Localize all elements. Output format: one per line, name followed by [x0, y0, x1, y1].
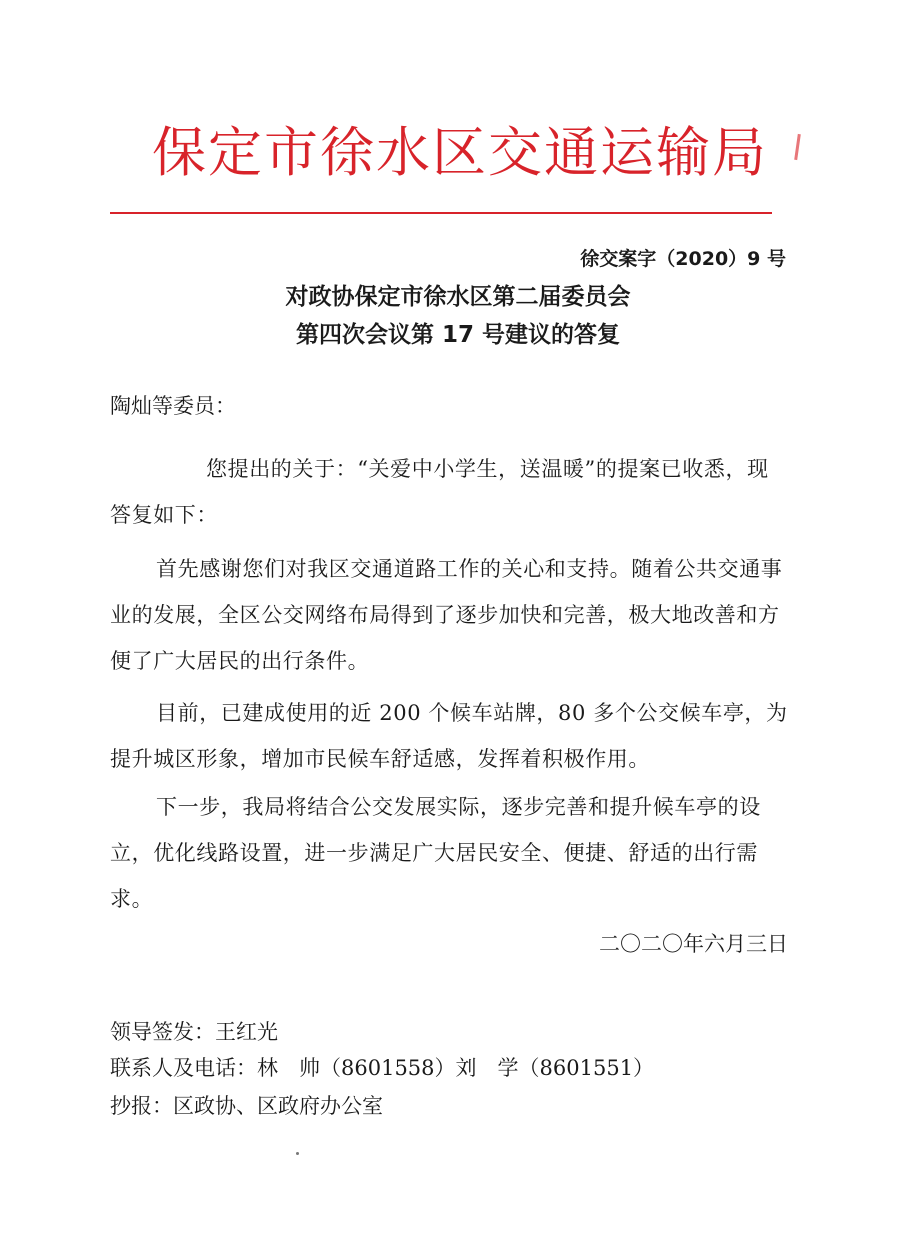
contact-line: 联系人及电话：林 帅（8601558）刘 学（8601551）: [110, 1056, 655, 1080]
body-paragraph-1: 您提出的关于：“关爱中小学生，送温暖”的提案已收悉，现答复如下：: [110, 457, 769, 527]
document-title-line-1: 对政协保定市徐水区第二届委员会: [285, 284, 631, 310]
body-paragraph-4: 下一步，我局将结合公交发展实际，逐步完善和提升候车亭的设立，优化线路设置，进一步满足广大居民安全、便捷、舒适的出行需求。: [110, 795, 761, 911]
letterhead-title: 保定市徐水区交通运输局: [152, 121, 768, 184]
body-paragraph-2: 首先感谢您们对我区交通道路工作的关心和支持。随着公共交通事业的发展，全区公交网络布局得到了逐步加快和完善，极大地改善和方便了广大居民的出行条件。: [110, 557, 783, 673]
document-title-line-2: 第四次会议第 17 号建议的答复: [295, 322, 621, 348]
letterhead-divider: [110, 212, 772, 214]
body-paragraph-3: 目前，已建成使用的近 200 个候车站牌，80 多个公交候车亭，为提升城区形象，增加市民候车舒适感，发挥着积极作用。: [110, 701, 788, 771]
signer-line: 领导签发：王红光: [110, 1020, 278, 1044]
cc-line: 抄报：区政协、区政府办公室: [110, 1094, 383, 1118]
document-number: 徐交案字（2020）9 号: [580, 248, 786, 270]
document-date: 二〇二〇年六月三日: [599, 932, 788, 956]
salutation: 陶灿等委员：: [110, 394, 236, 418]
scan-speck: [296, 1152, 299, 1155]
